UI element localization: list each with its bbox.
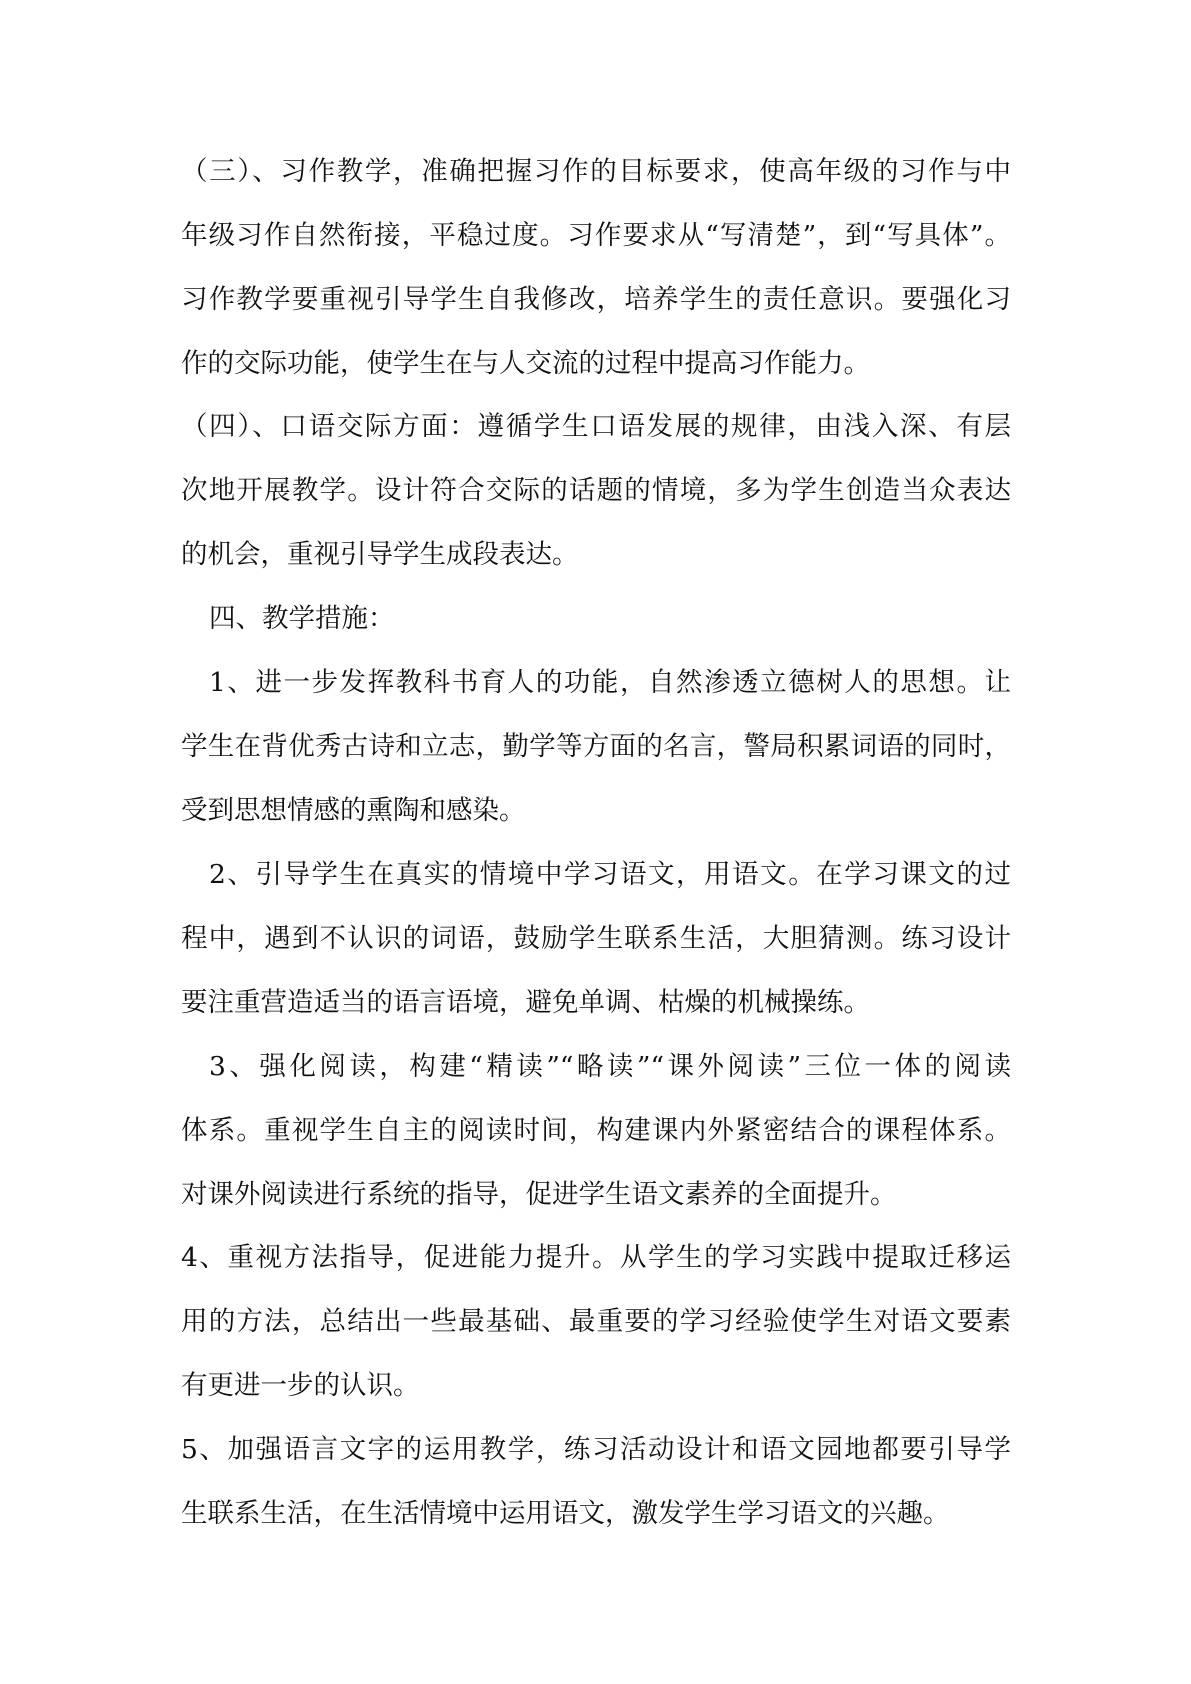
text-line: 4、重视方法指导，促进能力提升。从学生的学习实践中提取迁移运: [181, 1242, 1011, 1273]
text-line: （四）、口语交际方面：遵循学生口语发展的规律，由浅入深、有层: [181, 411, 1011, 442]
text-line: 有更进一步的认识。: [181, 1370, 420, 1401]
text-line: 要注重营造适当的语言语境，避免单调、枯燥的机械操练。: [181, 987, 870, 1018]
text-line: 习作教学要重视引导学生自我修改，培养学生的责任意识。要强化习: [181, 284, 1011, 315]
text-line: 5、加强语言文字的运用教学，练习活动设计和语文园地都要引导学: [181, 1434, 1011, 1465]
text-line: 3、强化阅读，构建“精读”“略读”“课外阅读”三位一体的阅读: [209, 1051, 1011, 1082]
text-line: 年级习作自然衔接，平稳过度。习作要求从“写清楚”，到“写具体”。: [181, 220, 1011, 251]
text-line: 学生在背优秀古诗和立志，勤学等方面的名言，警局积累词语的同时，: [181, 731, 1011, 762]
text-line: 用的方法，总结出一些最基础、最重要的学习经验使学生对语文要素: [181, 1306, 1011, 1337]
text-line: 2、引导学生在真实的情境中学习语文，用语文。在学习课文的过: [209, 859, 1011, 890]
text-line: 对课外阅读进行系统的指导，促进学生语文素养的全面提升。: [181, 1179, 897, 1210]
text-line: 的机会，重视引导学生成段表达。: [181, 539, 579, 570]
text-line: 程中，遇到不认识的词语，鼓励学生联系生活，大胆猜测。练习设计: [181, 923, 1011, 954]
text-line: 作的交际功能，使学生在与人交流的过程中提高习作能力。: [181, 348, 870, 379]
text-line: 次地开展教学。设计符合交际的话题的情境，多为学生创造当众表达: [181, 475, 1011, 506]
text-line: 生联系生活，在生活情境中运用语文，激发学生学习语文的兴趣。: [181, 1498, 950, 1529]
text-line: 1、进一步发挥教科书育人的功能，自然渗透立德树人的思想。让: [209, 667, 1011, 698]
text-line: 体系。重视学生自主的阅读时间，构建课内外紧密结合的课程体系。: [181, 1115, 1011, 1146]
text-line: 受到思想情感的熏陶和感染。: [181, 795, 526, 826]
section-heading: 四、教学措施：: [209, 603, 395, 634]
text-line: （三）、习作教学，准确把握习作的目标要求，使高年级的习作与中: [181, 156, 1011, 187]
